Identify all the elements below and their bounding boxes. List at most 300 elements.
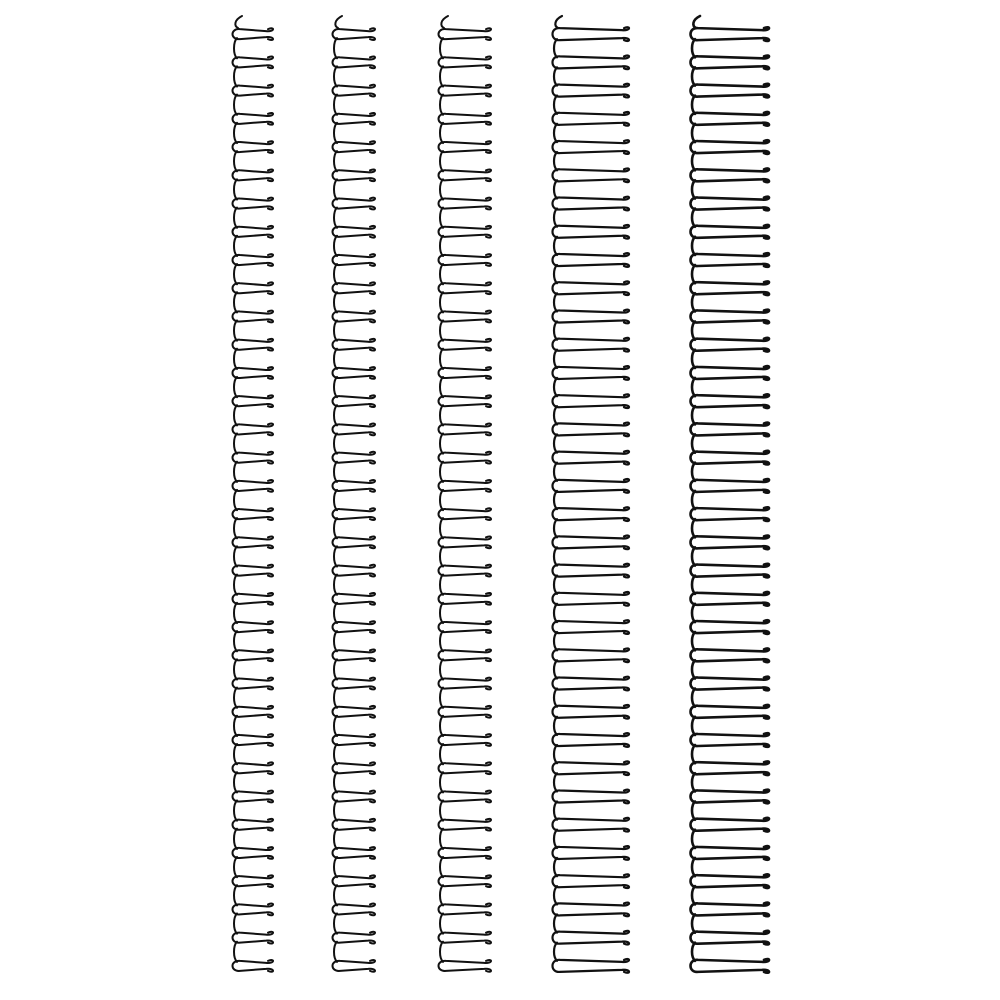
- wire-loop: [233, 254, 274, 266]
- wire-loop: [691, 564, 770, 578]
- wire-spine-segment: [692, 152, 695, 170]
- wire-loop: [553, 281, 630, 295]
- wire-spine-segment: [692, 604, 695, 622]
- wire-spine-segment: [554, 152, 557, 170]
- wire-loop: [439, 593, 492, 605]
- wire-loop: [553, 648, 630, 662]
- wire-loop: [691, 84, 770, 98]
- wire-loop: [233, 960, 274, 972]
- wire-spine-segment: [334, 349, 337, 369]
- wire-spine-segment: [554, 689, 557, 707]
- wire-loop: [333, 85, 376, 97]
- wire-spine-segment: [440, 320, 443, 340]
- wire-spine-segment: [692, 96, 695, 114]
- wire-spine-segment: [692, 632, 695, 650]
- wire-spine-segment: [440, 208, 443, 228]
- wire-spine-segment: [440, 829, 443, 849]
- wire-spine-segment: [554, 886, 557, 904]
- wire-spine-segment: [334, 829, 337, 849]
- wire-spine-segment: [554, 180, 557, 198]
- wire-spine-segment: [334, 236, 337, 256]
- wire-spine-segment: [440, 716, 443, 736]
- wire-spine-segment: [440, 546, 443, 566]
- wire-spine-segment: [234, 575, 237, 595]
- wire-loop: [553, 507, 630, 521]
- wire-spine-segment: [692, 914, 695, 932]
- wire-spine-segment: [334, 716, 337, 736]
- wire-loop: [233, 508, 274, 520]
- wire-spine-segment: [334, 659, 337, 679]
- wire-loop: [233, 28, 274, 40]
- wire-spine-segment: [692, 378, 695, 396]
- wire-loop: [691, 366, 770, 380]
- wire-loop: [439, 847, 492, 859]
- wire-spine-segment: [554, 265, 557, 283]
- wire-spine-segment: [440, 913, 443, 933]
- wire-spine-segment: [440, 38, 443, 58]
- wire-loop: [691, 536, 770, 550]
- wire-loop: [233, 424, 274, 436]
- wire-spine-segment: [334, 575, 337, 595]
- wire-loop: [439, 819, 492, 831]
- wire-spine-segment: [440, 292, 443, 312]
- wire-spine-segment: [554, 209, 557, 227]
- wire-spine-segment: [554, 378, 557, 396]
- wire-spine-segment: [440, 631, 443, 651]
- wire-spine-segment: [692, 463, 695, 481]
- wire-loop: [553, 959, 630, 973]
- wire-loop: [439, 960, 492, 972]
- wire-loop: [553, 903, 630, 917]
- wire-loop: [233, 819, 274, 831]
- wire-spine-segment: [440, 942, 443, 962]
- wire-spine-segment: [692, 886, 695, 904]
- wire-spine-segment: [334, 264, 337, 284]
- wire-loop: [691, 818, 770, 832]
- wire-loop: [333, 367, 376, 379]
- wire-loop: [333, 649, 376, 661]
- wire-spine-segment: [234, 490, 237, 510]
- wire-spine-segment: [554, 576, 557, 594]
- wire-spine-segment: [554, 914, 557, 932]
- wire-loop: [439, 254, 492, 266]
- wire-loop: [233, 678, 274, 690]
- wire-loop: [553, 931, 630, 945]
- wire-spine-segment: [234, 208, 237, 228]
- wire-loop: [333, 113, 376, 125]
- wire-loop: [691, 874, 770, 888]
- wire-loop: [553, 479, 630, 493]
- wire-spine-segment: [334, 885, 337, 905]
- wire-spine-segment: [554, 745, 557, 763]
- wire-comb-3: [439, 16, 492, 972]
- wire-loop: [691, 620, 770, 634]
- wire-spine-segment: [554, 943, 557, 961]
- wire-spine-segment: [554, 463, 557, 481]
- wire-spine-segment: [554, 237, 557, 255]
- wire-spine-segment: [440, 95, 443, 115]
- wire-spine-segment: [334, 66, 337, 86]
- wire-loop: [333, 141, 376, 153]
- wire-loop: [439, 565, 492, 577]
- wire-loop: [333, 932, 376, 944]
- wire-loop: [439, 734, 492, 746]
- wire-spine-segment: [692, 773, 695, 791]
- wire-spine-segment: [692, 519, 695, 537]
- wire-loop: [691, 705, 770, 719]
- wire-spine-segment: [334, 433, 337, 453]
- wire-spine-segment: [554, 858, 557, 876]
- wire-loop: [691, 56, 770, 70]
- wire-loop: [233, 452, 274, 464]
- wire-spine-segment: [440, 264, 443, 284]
- wire-loop: [553, 168, 630, 182]
- wire-spine-segment: [440, 800, 443, 820]
- wire-spine-segment: [554, 717, 557, 735]
- wire-loop: [233, 734, 274, 746]
- wire-loop: [233, 762, 274, 774]
- wire-spine-segment: [440, 490, 443, 510]
- wire-spine-segment: [234, 292, 237, 312]
- wire-spine-segment: [554, 632, 557, 650]
- wire-spine-segment: [334, 800, 337, 820]
- wire-loop: [553, 846, 630, 860]
- wire-spine-segment: [334, 688, 337, 708]
- wire-spine-segment: [440, 575, 443, 595]
- wire-spine-segment: [440, 377, 443, 397]
- wire-spine-segment: [440, 857, 443, 877]
- wire-loop: [333, 339, 376, 351]
- wire-loop: [553, 197, 630, 211]
- wire-spine-segment: [692, 491, 695, 509]
- wire-loop: [439, 85, 492, 97]
- wire-loop: [553, 564, 630, 578]
- wire-loop: [553, 592, 630, 606]
- wire-loop: [439, 424, 492, 436]
- wire-loop: [553, 310, 630, 324]
- wire-loop: [439, 367, 492, 379]
- wire-spine-segment: [440, 123, 443, 143]
- wire-loop: [553, 705, 630, 719]
- wire-spine-segment: [440, 603, 443, 623]
- wire-loop: [691, 790, 770, 804]
- wire-spine-segment: [234, 66, 237, 86]
- wire-loop: [691, 479, 770, 493]
- wire-spine-segment: [234, 264, 237, 284]
- wire-loop: [439, 28, 492, 40]
- wire-loop: [439, 706, 492, 718]
- wire-loop: [553, 84, 630, 98]
- wire-loop: [691, 225, 770, 239]
- wire-spine-segment: [692, 39, 695, 57]
- wire-loop: [691, 592, 770, 606]
- wire-spine-segment: [234, 659, 237, 679]
- wire-spine-segment: [692, 406, 695, 424]
- wire-spine-segment: [334, 546, 337, 566]
- wire-spine-segment: [692, 745, 695, 763]
- wire-loop: [439, 508, 492, 520]
- wire-loop: [233, 480, 274, 492]
- wire-top-tail: [235, 16, 242, 28]
- wire-loop: [233, 311, 274, 323]
- wire-spine-segment: [334, 151, 337, 171]
- wire-spine-segment: [234, 151, 237, 171]
- wire-spine-segment: [234, 462, 237, 482]
- wire-loop: [553, 677, 630, 691]
- wire-spine-segment: [234, 405, 237, 425]
- wire-loop: [439, 57, 492, 69]
- wire-loop: [439, 932, 492, 944]
- wire-spine-segment: [692, 858, 695, 876]
- wire-spine-segment: [234, 518, 237, 538]
- wire-loop: [691, 168, 770, 182]
- wire-loop: [333, 960, 376, 972]
- wire-spine-segment: [692, 293, 695, 311]
- wire-loop: [691, 733, 770, 747]
- wire-loop: [333, 198, 376, 210]
- wire-loop: [333, 169, 376, 181]
- wire-spine-segment: [692, 209, 695, 227]
- wire-loop: [553, 253, 630, 267]
- wire-spine-segment: [440, 151, 443, 171]
- wire-loop: [333, 311, 376, 323]
- wire-loop: [691, 338, 770, 352]
- wire-spine-segment: [692, 943, 695, 961]
- wire-loop: [691, 846, 770, 860]
- wire-loop: [691, 394, 770, 408]
- wire-spine-segment: [334, 320, 337, 340]
- wire-loop: [233, 847, 274, 859]
- wire-loop: [439, 649, 492, 661]
- wire-spine-segment: [440, 405, 443, 425]
- wire-top-tail: [441, 16, 448, 28]
- wire-spine-segment: [554, 801, 557, 819]
- wire-loop: [691, 112, 770, 126]
- wire-loop: [691, 140, 770, 154]
- wire-loop: [691, 903, 770, 917]
- wire-spine-segment: [234, 885, 237, 905]
- wire-spine-segment: [692, 180, 695, 198]
- wire-spine-segment: [554, 773, 557, 791]
- wire-spine-segment: [234, 716, 237, 736]
- wire-spine-segment: [234, 349, 237, 369]
- wire-spine-segment: [554, 491, 557, 509]
- wire-spine-segment: [234, 857, 237, 877]
- wire-loop: [333, 480, 376, 492]
- wire-loop: [553, 225, 630, 239]
- wire-loop: [333, 734, 376, 746]
- wire-spine-segment: [440, 236, 443, 256]
- wire-loop: [553, 733, 630, 747]
- wire-loop: [439, 480, 492, 492]
- wire-loop: [691, 451, 770, 465]
- wire-spine-segment: [334, 377, 337, 397]
- wire-loop: [439, 678, 492, 690]
- wire-loop: [691, 507, 770, 521]
- wire-spine-segment: [234, 546, 237, 566]
- wire-spine-segment: [234, 772, 237, 792]
- wire-loop: [333, 762, 376, 774]
- wire-loop: [233, 282, 274, 294]
- wire-loop: [333, 537, 376, 549]
- wire-spine-segment: [440, 772, 443, 792]
- wire-loop: [233, 57, 274, 69]
- wire-loop: [553, 366, 630, 380]
- wire-spine-segment: [554, 660, 557, 678]
- wire-loop: [553, 423, 630, 437]
- wire-loop: [439, 537, 492, 549]
- wire-spine-segment: [334, 292, 337, 312]
- wire-loop: [233, 169, 274, 181]
- wire-loop: [333, 593, 376, 605]
- wire-spine-segment: [234, 95, 237, 115]
- wire-spine-segment: [554, 67, 557, 85]
- wire-spine-segment: [234, 433, 237, 453]
- wire-spine-segment: [692, 801, 695, 819]
- wire-loop: [691, 423, 770, 437]
- wire-loop: [233, 141, 274, 153]
- wire-spine-segment: [554, 96, 557, 114]
- wire-spine-segment: [234, 603, 237, 623]
- wire-loop: [553, 536, 630, 550]
- wire-spine-segment: [334, 123, 337, 143]
- wire-spine-segment: [692, 265, 695, 283]
- wire-loop: [233, 367, 274, 379]
- wire-loop: [333, 904, 376, 916]
- wire-spine-segment: [440, 659, 443, 679]
- wire-loop: [333, 282, 376, 294]
- wire-loop: [553, 338, 630, 352]
- wire-loop: [333, 621, 376, 633]
- wire-loop: [233, 537, 274, 549]
- wire-spine-segment: [334, 518, 337, 538]
- wire-loop: [333, 254, 376, 266]
- wire-loop: [553, 761, 630, 775]
- wire-spine-segment: [440, 744, 443, 764]
- wire-loop: [439, 875, 492, 887]
- wire-loop: [553, 394, 630, 408]
- wire-spine-segment: [234, 913, 237, 933]
- wire-spine-segment: [440, 462, 443, 482]
- wire-spine-segment: [334, 208, 337, 228]
- wire-spine-segment: [234, 688, 237, 708]
- wire-spine-segment: [554, 293, 557, 311]
- wire-spine-segment: [440, 518, 443, 538]
- wire-loop: [233, 649, 274, 661]
- wire-spine-segment: [234, 179, 237, 199]
- wire-loop: [691, 931, 770, 945]
- wire-loop: [439, 226, 492, 238]
- wire-loop: [333, 565, 376, 577]
- wire-loop: [553, 790, 630, 804]
- wire-loop: [333, 678, 376, 690]
- wire-loop: [439, 762, 492, 774]
- wire-spine-segment: [692, 67, 695, 85]
- wire-comb-1: [233, 16, 274, 972]
- wire-spine-segment: [554, 124, 557, 142]
- wire-top-tail: [555, 16, 562, 28]
- wire-top-tail: [335, 16, 342, 28]
- wire-comb-4: [553, 16, 630, 973]
- wire-comb-2: [333, 16, 376, 972]
- wire-spine-segment: [440, 885, 443, 905]
- wire-loop: [553, 874, 630, 888]
- wire-top-tail: [693, 16, 700, 28]
- wire-comb-5: [691, 16, 770, 973]
- wire-spine-segment: [692, 434, 695, 452]
- wire-spine-segment: [692, 321, 695, 339]
- wire-loop: [233, 904, 274, 916]
- wire-loop: [553, 112, 630, 126]
- wire-loop: [691, 761, 770, 775]
- wire-spine-segment: [234, 320, 237, 340]
- wire-spine-segment: [234, 744, 237, 764]
- wire-spine-segment: [234, 631, 237, 651]
- wire-spine-segment: [334, 179, 337, 199]
- wire-loop: [333, 875, 376, 887]
- wire-spine-segment: [440, 688, 443, 708]
- wire-loop: [691, 648, 770, 662]
- wire-loop: [691, 959, 770, 973]
- wire-loop: [691, 27, 770, 41]
- wire-loop: [439, 339, 492, 351]
- wire-loop: [233, 113, 274, 125]
- wire-loop: [691, 281, 770, 295]
- wire-spine-segment: [440, 349, 443, 369]
- wire-loop: [333, 452, 376, 464]
- wire-spine-segment: [554, 321, 557, 339]
- wire-loop: [439, 113, 492, 125]
- wire-loop: [233, 706, 274, 718]
- wire-spine-segment: [334, 38, 337, 58]
- wire-spine-segment: [234, 236, 237, 256]
- wire-loop: [333, 706, 376, 718]
- wire-spine-segment: [554, 547, 557, 565]
- wire-spine-segment: [440, 66, 443, 86]
- wire-loop: [333, 791, 376, 803]
- wire-spine-segment: [234, 123, 237, 143]
- wire-spine-segment: [334, 462, 337, 482]
- wire-spine-segment: [334, 857, 337, 877]
- wire-loop: [691, 253, 770, 267]
- wire-loop: [233, 226, 274, 238]
- wire-loop: [691, 310, 770, 324]
- wire-loop: [439, 198, 492, 210]
- wire-loop: [333, 395, 376, 407]
- wire-spine-segment: [440, 433, 443, 453]
- wire-loop: [553, 620, 630, 634]
- wire-spine-segment: [554, 830, 557, 848]
- wire-loop: [553, 56, 630, 70]
- wire-loop: [333, 819, 376, 831]
- wire-spine-segment: [234, 800, 237, 820]
- wire-loop: [233, 621, 274, 633]
- wire-loop: [333, 57, 376, 69]
- wire-loop: [553, 27, 630, 41]
- wire-spine-segment: [692, 124, 695, 142]
- wire-spine-segment: [334, 942, 337, 962]
- wire-loop: [439, 395, 492, 407]
- wire-loop: [233, 875, 274, 887]
- wire-loop: [439, 169, 492, 181]
- wire-loop: [333, 847, 376, 859]
- wire-spine-segment: [692, 689, 695, 707]
- wire-spine-segment: [334, 913, 337, 933]
- wire-loop: [439, 452, 492, 464]
- wire-spine-segment: [692, 237, 695, 255]
- wire-loop: [333, 28, 376, 40]
- wire-spine-segment: [692, 717, 695, 735]
